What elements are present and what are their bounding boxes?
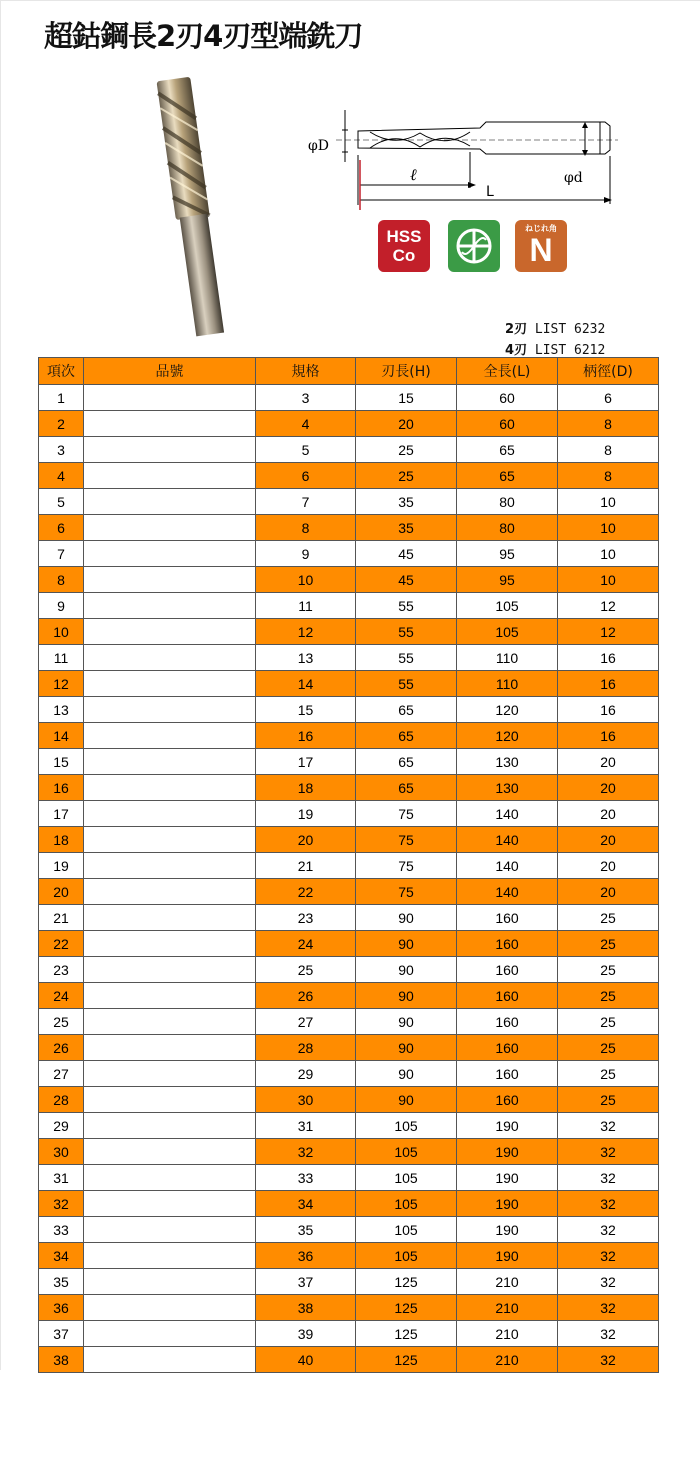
cell-flute-length: 75 — [356, 879, 457, 905]
cell-item-no: 32 — [39, 1191, 84, 1217]
cell-flute-length: 90 — [356, 983, 457, 1009]
cell-shank-diameter: 10 — [558, 515, 659, 541]
cell-shank-diameter: 20 — [558, 827, 659, 853]
cell-shank-diameter: 25 — [558, 1061, 659, 1087]
cell-item-no: 2 — [39, 411, 84, 437]
cell-part-no — [84, 489, 256, 515]
table-row — [39, 957, 659, 983]
cell-flute-length: 105 — [356, 1113, 457, 1139]
table-row — [39, 1165, 659, 1191]
cell-overall-length: 140 — [457, 879, 558, 905]
cell-overall-length: 160 — [457, 1087, 558, 1113]
table-row — [39, 1113, 659, 1139]
cell-flute-length: 75 — [356, 853, 457, 879]
cell-flute-length: 45 — [356, 541, 457, 567]
cell-overall-length: 160 — [457, 1009, 558, 1035]
cell-item-no: 17 — [39, 801, 84, 827]
page-title: 超鈷鋼長2刃4刃型端銑刀 — [44, 19, 363, 53]
cell-part-no — [84, 775, 256, 801]
cell-shank-diameter: 32 — [558, 1191, 659, 1217]
table-row — [39, 463, 659, 489]
cell-item-no: 29 — [39, 1113, 84, 1139]
cell-item-no: 31 — [39, 1165, 84, 1191]
cell-flute-length: 65 — [356, 697, 457, 723]
cell-item-no: 3 — [39, 437, 84, 463]
cell-size: 33 — [256, 1165, 356, 1191]
cell-flute-length: 125 — [356, 1347, 457, 1373]
header-size: 規格 — [256, 358, 356, 385]
cell-overall-length: 210 — [457, 1295, 558, 1321]
cell-size: 11 — [256, 593, 356, 619]
table-row — [39, 1347, 659, 1373]
table-row — [39, 567, 659, 593]
cell-size: 24 — [256, 931, 356, 957]
table-row — [39, 983, 659, 1009]
cell-flute-length: 125 — [356, 1295, 457, 1321]
cell-shank-diameter: 20 — [558, 775, 659, 801]
cell-shank-diameter: 32 — [558, 1217, 659, 1243]
cell-size: 6 — [256, 463, 356, 489]
cell-flute-length: 105 — [356, 1191, 457, 1217]
cell-part-no — [84, 1269, 256, 1295]
cell-item-no: 38 — [39, 1347, 84, 1373]
cell-item-no: 11 — [39, 645, 84, 671]
header-item-no: 項次 — [39, 358, 84, 385]
cell-size: 10 — [256, 567, 356, 593]
cell-overall-length: 140 — [457, 853, 558, 879]
cell-item-no: 23 — [39, 957, 84, 983]
table-row — [39, 1269, 659, 1295]
cell-size: 19 — [256, 801, 356, 827]
cell-flute-length: 90 — [356, 1087, 457, 1113]
cell-part-no — [84, 437, 256, 463]
cell-shank-diameter: 16 — [558, 671, 659, 697]
header-shank-diameter: 柄徑(D) — [558, 358, 659, 385]
cell-overall-length: 140 — [457, 827, 558, 853]
cell-flute-length: 55 — [356, 671, 457, 697]
cell-overall-length: 210 — [457, 1347, 558, 1373]
cell-item-no: 14 — [39, 723, 84, 749]
cell-item-no: 30 — [39, 1139, 84, 1165]
end-mill-photo — [150, 70, 230, 340]
cell-flute-length: 90 — [356, 1009, 457, 1035]
cell-shank-diameter: 6 — [558, 385, 659, 411]
table-row — [39, 515, 659, 541]
cell-size: 30 — [256, 1087, 356, 1113]
cell-part-no — [84, 1035, 256, 1061]
cell-size: 5 — [256, 437, 356, 463]
cell-size: 9 — [256, 541, 356, 567]
cell-flute-length: 90 — [356, 957, 457, 983]
table-row — [39, 1217, 659, 1243]
table-row — [39, 1191, 659, 1217]
cell-shank-diameter: 10 — [558, 567, 659, 593]
cell-size: 36 — [256, 1243, 356, 1269]
cell-overall-length: 120 — [457, 723, 558, 749]
cell-item-no: 8 — [39, 567, 84, 593]
cell-size: 20 — [256, 827, 356, 853]
cell-shank-diameter: 12 — [558, 619, 659, 645]
cell-size: 17 — [256, 749, 356, 775]
end-mill-dimension-diagram — [300, 100, 630, 212]
table-row — [39, 1035, 659, 1061]
table-row — [39, 385, 659, 411]
table-row — [39, 905, 659, 931]
cell-size: 35 — [256, 1217, 356, 1243]
cell-size: 25 — [256, 957, 356, 983]
cell-size: 8 — [256, 515, 356, 541]
cell-part-no — [84, 749, 256, 775]
table-row — [39, 1321, 659, 1347]
cell-part-no — [84, 515, 256, 541]
cell-overall-length: 160 — [457, 957, 558, 983]
cell-flute-length: 25 — [356, 437, 457, 463]
cell-item-no: 9 — [39, 593, 84, 619]
cell-part-no — [84, 827, 256, 853]
cell-part-no — [84, 1087, 256, 1113]
cell-size: 32 — [256, 1139, 356, 1165]
cell-shank-diameter: 32 — [558, 1295, 659, 1321]
cell-flute-length: 90 — [356, 1035, 457, 1061]
cell-item-no: 12 — [39, 671, 84, 697]
list-line-2-flute: 2刃 LIST 6232 — [505, 322, 606, 337]
cell-part-no — [84, 1139, 256, 1165]
table-row — [39, 931, 659, 957]
cell-flute-length: 125 — [356, 1269, 457, 1295]
table-row — [39, 697, 659, 723]
cell-overall-length: 80 — [457, 489, 558, 515]
cell-part-no — [84, 541, 256, 567]
cell-shank-diameter: 8 — [558, 463, 659, 489]
cell-item-no: 15 — [39, 749, 84, 775]
cell-part-no — [84, 1191, 256, 1217]
cell-part-no — [84, 1295, 256, 1321]
table-row — [39, 593, 659, 619]
cell-size: 4 — [256, 411, 356, 437]
cell-overall-length: 120 — [457, 697, 558, 723]
cell-part-no — [84, 879, 256, 905]
cell-flute-length: 15 — [356, 385, 457, 411]
cell-part-no — [84, 671, 256, 697]
cell-shank-diameter: 25 — [558, 1035, 659, 1061]
cell-flute-length: 125 — [356, 1321, 457, 1347]
cell-flute-length: 20 — [356, 411, 457, 437]
cell-size: 22 — [256, 879, 356, 905]
cell-size: 23 — [256, 905, 356, 931]
cell-part-no — [84, 1321, 256, 1347]
cell-overall-length: 160 — [457, 931, 558, 957]
table-row — [39, 827, 659, 853]
cell-overall-length: 190 — [457, 1243, 558, 1269]
cell-flute-length: 75 — [356, 801, 457, 827]
spec-table — [38, 357, 659, 1373]
cell-size: 16 — [256, 723, 356, 749]
cell-flute-length: 65 — [356, 775, 457, 801]
cell-item-no: 4 — [39, 463, 84, 489]
cell-overall-length: 210 — [457, 1269, 558, 1295]
cell-size: 21 — [256, 853, 356, 879]
header-overall-length: 全長(L) — [457, 358, 558, 385]
table-row — [39, 1295, 659, 1321]
cell-flute-length: 105 — [356, 1217, 457, 1243]
cell-size: 39 — [256, 1321, 356, 1347]
hss-co-badge: HSS Co — [378, 220, 430, 272]
cell-flute-length: 75 — [356, 827, 457, 853]
cell-overall-length: 190 — [457, 1217, 558, 1243]
cell-shank-diameter: 25 — [558, 905, 659, 931]
cell-part-no — [84, 1113, 256, 1139]
cell-item-no: 1 — [39, 385, 84, 411]
cell-item-no: 22 — [39, 931, 84, 957]
table-row — [39, 853, 659, 879]
cell-part-no — [84, 1061, 256, 1087]
cell-flute-length: 90 — [356, 1061, 457, 1087]
cell-size: 13 — [256, 645, 356, 671]
list-line-4-flute: 4刃 LIST 6212 — [505, 343, 606, 358]
cell-part-no — [84, 1165, 256, 1191]
table-row — [39, 1139, 659, 1165]
cell-item-no: 20 — [39, 879, 84, 905]
cell-item-no: 34 — [39, 1243, 84, 1269]
cell-size: 7 — [256, 489, 356, 515]
table-row — [39, 541, 659, 567]
cell-item-no: 27 — [39, 1061, 84, 1087]
cell-part-no — [84, 905, 256, 931]
cell-item-no: 5 — [39, 489, 84, 515]
cell-item-no: 21 — [39, 905, 84, 931]
cell-part-no — [84, 411, 256, 437]
cell-overall-length: 95 — [457, 541, 558, 567]
cell-size: 34 — [256, 1191, 356, 1217]
cell-overall-length: 65 — [457, 437, 558, 463]
cell-shank-diameter: 25 — [558, 983, 659, 1009]
cell-flute-length: 105 — [356, 1165, 457, 1191]
table-row — [39, 1009, 659, 1035]
table-row — [39, 775, 659, 801]
cell-flute-length: 105 — [356, 1243, 457, 1269]
cell-flute-length: 25 — [356, 463, 457, 489]
cell-shank-diameter: 32 — [558, 1269, 659, 1295]
cell-item-no: 25 — [39, 1009, 84, 1035]
cell-item-no: 19 — [39, 853, 84, 879]
table-header-row — [39, 358, 659, 385]
cell-shank-diameter: 8 — [558, 411, 659, 437]
cell-overall-length: 140 — [457, 801, 558, 827]
cell-item-no: 36 — [39, 1295, 84, 1321]
cell-overall-length: 210 — [457, 1321, 558, 1347]
cell-size: 27 — [256, 1009, 356, 1035]
cell-shank-diameter: 25 — [558, 957, 659, 983]
cell-overall-length: 190 — [457, 1165, 558, 1191]
cell-overall-length: 60 — [457, 411, 558, 437]
cell-part-no — [84, 801, 256, 827]
cell-flute-length: 35 — [356, 489, 457, 515]
cell-shank-diameter: 25 — [558, 931, 659, 957]
cell-part-no — [84, 1243, 256, 1269]
table-row — [39, 489, 659, 515]
cell-item-no: 6 — [39, 515, 84, 541]
cell-size: 40 — [256, 1347, 356, 1373]
cell-overall-length: 105 — [457, 593, 558, 619]
cell-shank-diameter: 32 — [558, 1165, 659, 1191]
cell-overall-length: 130 — [457, 775, 558, 801]
cell-size: 12 — [256, 619, 356, 645]
table-row — [39, 879, 659, 905]
cell-size: 26 — [256, 983, 356, 1009]
cell-shank-diameter: 16 — [558, 645, 659, 671]
header-part-no: 品號 — [84, 358, 256, 385]
cell-flute-length: 55 — [356, 645, 457, 671]
cell-overall-length: 160 — [457, 1061, 558, 1087]
cell-item-no: 18 — [39, 827, 84, 853]
cell-part-no — [84, 463, 256, 489]
cell-size: 31 — [256, 1113, 356, 1139]
cell-shank-diameter: 25 — [558, 1087, 659, 1113]
cell-flute-length: 90 — [356, 905, 457, 931]
cell-item-no: 7 — [39, 541, 84, 567]
cell-shank-diameter: 20 — [558, 853, 659, 879]
cell-size: 3 — [256, 385, 356, 411]
cell-shank-diameter: 20 — [558, 749, 659, 775]
cell-item-no: 24 — [39, 983, 84, 1009]
cell-shank-diameter: 8 — [558, 437, 659, 463]
page-top-border — [0, 0, 700, 1]
cell-item-no: 33 — [39, 1217, 84, 1243]
cell-flute-length: 35 — [356, 515, 457, 541]
cell-item-no: 28 — [39, 1087, 84, 1113]
cell-size: 28 — [256, 1035, 356, 1061]
cell-part-no — [84, 1009, 256, 1035]
cell-part-no — [84, 1347, 256, 1373]
cell-part-no — [84, 723, 256, 749]
cell-shank-diameter: 32 — [558, 1321, 659, 1347]
cell-part-no — [84, 983, 256, 1009]
cell-part-no — [84, 697, 256, 723]
cell-flute-length: 65 — [356, 723, 457, 749]
cell-part-no — [84, 957, 256, 983]
cell-overall-length: 105 — [457, 619, 558, 645]
table-row — [39, 1243, 659, 1269]
cell-item-no: 10 — [39, 619, 84, 645]
table-row — [39, 437, 659, 463]
table-row — [39, 645, 659, 671]
cell-part-no — [84, 385, 256, 411]
cell-overall-length: 110 — [457, 671, 558, 697]
cell-overall-length: 95 — [457, 567, 558, 593]
cell-flute-length: 45 — [356, 567, 457, 593]
cell-flute-length: 65 — [356, 749, 457, 775]
cell-overall-length: 190 — [457, 1191, 558, 1217]
cell-part-no — [84, 593, 256, 619]
cell-flute-length: 55 — [356, 593, 457, 619]
cell-shank-diameter: 16 — [558, 723, 659, 749]
cell-overall-length: 160 — [457, 983, 558, 1009]
cell-shank-diameter: 32 — [558, 1113, 659, 1139]
cell-overall-length: 160 — [457, 1035, 558, 1061]
cell-shank-diameter: 20 — [558, 879, 659, 905]
table-row — [39, 801, 659, 827]
header-flute-length: 刃長(H) — [356, 358, 457, 385]
table-row — [39, 723, 659, 749]
cell-part-no — [84, 1217, 256, 1243]
cell-item-no: 16 — [39, 775, 84, 801]
cell-shank-diameter: 16 — [558, 697, 659, 723]
cell-flute-length: 90 — [356, 931, 457, 957]
cell-flute-length: 105 — [356, 1139, 457, 1165]
cell-part-no — [84, 645, 256, 671]
helix-angle-n-badge: ねじれ角 N — [515, 220, 567, 272]
cell-shank-diameter: 20 — [558, 801, 659, 827]
overall-length-label: L — [486, 184, 494, 200]
cell-item-no: 13 — [39, 697, 84, 723]
cell-overall-length: 80 — [457, 515, 558, 541]
cell-part-no — [84, 853, 256, 879]
cell-shank-diameter: 10 — [558, 541, 659, 567]
table-row — [39, 1061, 659, 1087]
cell-size: 14 — [256, 671, 356, 697]
cell-overall-length: 65 — [457, 463, 558, 489]
cell-size: 37 — [256, 1269, 356, 1295]
cell-size: 38 — [256, 1295, 356, 1321]
cell-part-no — [84, 931, 256, 957]
flute-length-label: ℓ — [410, 165, 417, 184]
cell-overall-length: 160 — [457, 905, 558, 931]
cell-shank-diameter: 32 — [558, 1243, 659, 1269]
phi-shank-label: φd — [564, 170, 583, 186]
cell-size: 15 — [256, 697, 356, 723]
cell-item-no: 37 — [39, 1321, 84, 1347]
cell-size: 29 — [256, 1061, 356, 1087]
cell-overall-length: 190 — [457, 1113, 558, 1139]
cell-part-no — [84, 567, 256, 593]
phi-d-label: φD — [308, 138, 330, 154]
cell-shank-diameter: 12 — [558, 593, 659, 619]
cell-shank-diameter: 32 — [558, 1347, 659, 1373]
cell-flute-length: 55 — [356, 619, 457, 645]
cell-item-no: 26 — [39, 1035, 84, 1061]
table-row — [39, 749, 659, 775]
table-row — [39, 411, 659, 437]
end-mill-cross-section-icon — [448, 220, 500, 272]
cell-overall-length: 110 — [457, 645, 558, 671]
cell-shank-diameter: 10 — [558, 489, 659, 515]
table-row — [39, 671, 659, 697]
cell-shank-diameter: 25 — [558, 1009, 659, 1035]
cell-size: 18 — [256, 775, 356, 801]
cell-overall-length: 190 — [457, 1139, 558, 1165]
table-row — [39, 619, 659, 645]
cell-shank-diameter: 32 — [558, 1139, 659, 1165]
cell-part-no — [84, 619, 256, 645]
cell-overall-length: 60 — [457, 385, 558, 411]
cell-overall-length: 130 — [457, 749, 558, 775]
page-left-border — [0, 0, 1, 1370]
cell-item-no: 35 — [39, 1269, 84, 1295]
table-row — [39, 1087, 659, 1113]
